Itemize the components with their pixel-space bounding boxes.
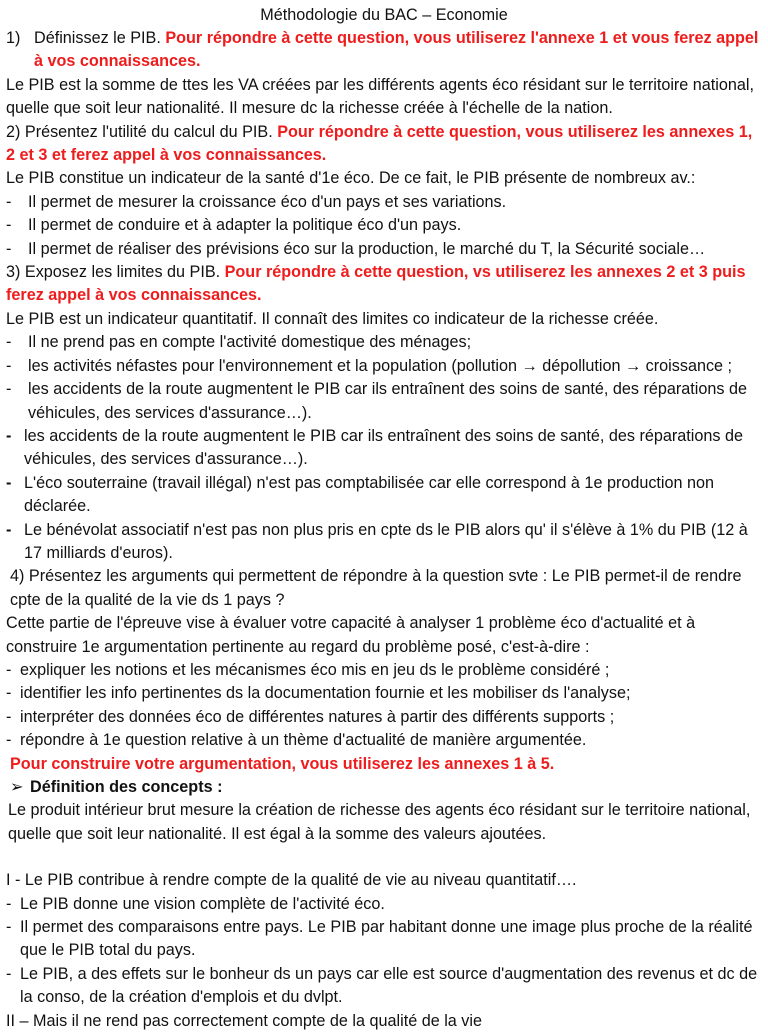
arrow-bullet-icon: ➢	[10, 778, 24, 796]
spacer	[6, 846, 762, 869]
question-2-text: 2) Présentez l'utilité du calcul du PIB.	[6, 122, 278, 141]
definition-text: Le produit intérieur brut mesure la création de richesse des agents éco résidant sur le territoire national, quelle que soit leur nationalité. Il est égal à la somme des valeurs ajoutées.	[8, 801, 751, 843]
question-4-instruction: Pour construire votre argumentation, vous utiliserez les annexes 1 à 5.	[10, 754, 555, 773]
list-item: - Il permet des comparaisons entre pays. Le PIB par habitant donne une image plus proche de la réalité que le PIB total du pays.	[6, 918, 753, 960]
question-3	[6, 261, 762, 308]
definition-heading: ➢ Définition des concepts :	[6, 776, 762, 799]
question-1	[6, 27, 762, 74]
list-item: ‐ les accidents de la route augmentent le PIB car ils entraînent des soins de santé, des réparations de véhicules, des services d'assurance…).	[6, 426, 743, 469]
list-item: - identifier les info pertinentes ds la documentation fournie et les mobiliser ds l'analyse;	[6, 684, 631, 703]
part-1-heading: I - Le PIB contribue à rendre compte de la qualité de vie au niveau quantitatif….	[6, 871, 577, 890]
question-2-instruction: Pour répondre à cette question, vous utiliserez les annexes 1, 2 et 3 et ferez appel à vos connaissances.	[6, 122, 753, 165]
question-4-intro: Cette partie de l'épreuve vise à évaluer votre capacité à analyser 1 problème éco d'actualité et à construire 1e argumentation pertinente au regard du problème posé, c'est-à-dire :	[6, 614, 696, 656]
question-3-instruction: Pour répondre à cette question, vs utiliserez les annexes 2 et 3 puis ferez appel à vos connaissances.	[6, 263, 746, 305]
list-item: - Il permet de conduire et à adapter la politique éco d'un pays.	[6, 216, 462, 235]
list-item: - les activités néfastes pour l'environnement et la population (pollution → dépollution → croissance ;	[6, 356, 733, 375]
question-3-text: 3) Exposez les limites du PIB.	[6, 263, 225, 282]
page-title: Méthodologie du BAC – Economie	[260, 6, 508, 24]
answer-1: Le PIB est la somme de ttes les VA créées par les différents agents éco résidant sur le territoire national, quelle que soit leur nationalité. Il mesure dc la richesse créée à l'échelle de la nation.	[6, 75, 755, 118]
list-item: - Le PIB donne une vision complète de l'activité éco.	[6, 894, 385, 913]
list-item: - les accidents de la route augmentent le PIB car ils entraînent des soins de santé, des réparations de véhicules, des services d'assurance…).	[6, 380, 747, 422]
list-item: - Il permet de mesurer la croissance éco d'un pays et ses variations.	[6, 192, 507, 211]
list-item: - Il permet de réaliser des prévisions éco sur la production, le marché du T, la Sécurité sociale…	[6, 239, 706, 258]
list-item: ‐ Le bénévolat associatif n'est pas non plus pris en cpte ds le PIB alors qu' il s'élève à 1% du PIB (12 à 17 milliards d'euros).	[6, 520, 748, 562]
answer-3-intro: Le PIB est un indicateur quantitatif. Il connaît des limites co indicateur de la richesse créée.	[6, 309, 659, 328]
list-item: - répondre à 1e question relative à un thème d'actualité de manière argumentée.	[6, 731, 587, 750]
question-1-text: Définissez le PIB.	[34, 29, 166, 47]
question-1-instruction: Pour répondre à cette question, vous utiliserez l'annexe 1 et vous ferez appel à vos connaissances.	[34, 29, 759, 71]
list-item: - interpréter des données éco de différentes natures à partir des différents supports ;	[6, 707, 615, 726]
question-2	[6, 121, 762, 168]
question-4: 4) Présentez les arguments qui permettent de répondre à la question svte : Le PIB permet-il de rendre cpte de la qualité de la vie ds 1 pays ?	[10, 567, 742, 609]
part-2-heading: II – Mais il ne rend pas correctement compte de la qualité de la vie	[6, 1011, 482, 1030]
question-1-number: 1)	[6, 29, 21, 47]
list-item: - Il ne prend pas en compte l'activité domestique des ménages;	[6, 333, 472, 352]
list-item: - Le PIB, a des effets sur le bonheur ds un pays car elle est source d'augmentation des revenus et dc de la conso, de la création d'emplois et du dvlpt.	[6, 964, 758, 1007]
answer-2-intro: Le PIB constitue un indicateur de la santé d'1e éco. De ce fait, le PIB présente de nombreux av.:	[6, 169, 696, 188]
list-item: ‐ L'éco souterraine (travail illégal) n'est pas comptabilisée car elle correspond à 1e production non déclarée.	[6, 473, 715, 516]
list-item: - expliquer les notions et les mécanismes éco mis en jeu ds le problème considéré ;	[6, 660, 610, 679]
